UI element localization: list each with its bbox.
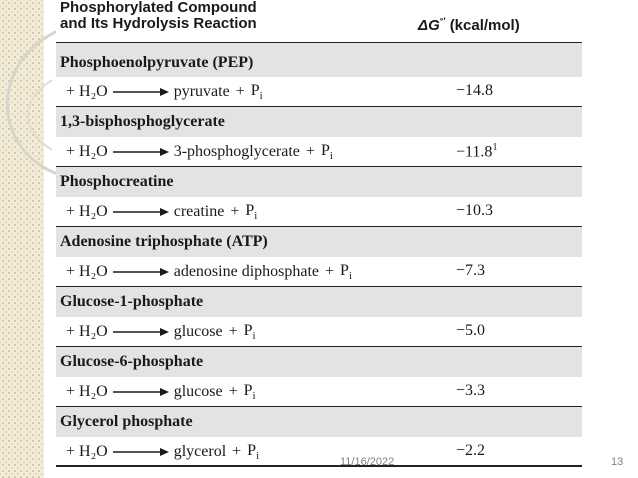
reactant: + H₂O — [66, 83, 108, 101]
delta-g-number: −10.3 — [456, 202, 494, 219]
pi-subscript: i — [259, 90, 263, 103]
arrow-icon — [112, 326, 170, 338]
reaction-row — [56, 197, 582, 227]
reactant: + H₂O — [66, 143, 108, 161]
delta-g-number: −11.8 — [456, 143, 493, 161]
plus-sign: + — [232, 443, 242, 461]
reaction-row — [56, 77, 582, 107]
reaction-row — [56, 257, 582, 287]
compound-name-row: Phosphoenolpyruvate (PEP) — [56, 43, 582, 77]
product: glycerol — [173, 443, 227, 461]
header-compound — [60, 0, 257, 32]
inorganic-phosphate — [244, 322, 256, 342]
compound-name-row: Adenosine triphosphate (ATP) — [56, 227, 582, 257]
reaction-row — [56, 437, 582, 467]
plus-sign: + — [228, 323, 238, 341]
pi-subscript: i — [348, 270, 353, 283]
arrow-icon — [112, 206, 170, 218]
delta-g-value — [456, 322, 485, 340]
delta-g-value — [456, 82, 493, 100]
plus-sign: + — [228, 383, 238, 401]
arrow-icon — [112, 446, 170, 458]
arrow-icon — [112, 86, 170, 98]
delta-g-value — [456, 382, 485, 400]
delta-g-number: −3.3 — [456, 382, 486, 399]
pi-letter: P — [243, 322, 253, 339]
pi-letter: P — [250, 82, 260, 99]
delta-g-superscript: °′ — [439, 16, 446, 26]
reaction-equation — [66, 202, 257, 222]
reactant: + H₂O — [66, 383, 108, 401]
footnote-marker: 1 — [492, 142, 498, 153]
delta-g-value — [456, 142, 497, 161]
compound-name-row: Glycerol phosphate — [56, 407, 582, 437]
inorganic-phosphate — [251, 82, 263, 102]
reaction-row — [56, 137, 582, 167]
product: glucose — [173, 323, 223, 341]
pi-letter: P — [340, 262, 349, 279]
pi-letter: P — [247, 442, 257, 459]
compound-name-row: 1,3-bisphosphoglycerate — [56, 107, 582, 137]
reactant: + H₂O — [66, 263, 108, 281]
pi-subscript: i — [252, 390, 256, 403]
slide-date: 11/16/2022 — [340, 456, 395, 468]
reactant: + H₂O — [66, 203, 108, 221]
arrow-icon — [112, 386, 170, 398]
inorganic-phosphate — [245, 202, 257, 222]
pi-letter: P — [245, 202, 255, 219]
product: glucose — [173, 383, 223, 401]
inorganic-phosphate — [340, 262, 352, 282]
header-line-1: Phosphorylated Compound — [60, 0, 257, 16]
pi-letter: P — [243, 382, 253, 399]
delta-g-number: −14.8 — [456, 82, 494, 99]
pi-letter: P — [320, 142, 330, 159]
plus-sign: + — [305, 143, 315, 161]
compound-name-row: Phosphocreatine — [56, 167, 582, 197]
table-body — [56, 43, 582, 467]
compound-name-row: Glucose-1-phosphate — [56, 287, 582, 317]
hydrolysis-table — [56, 0, 582, 467]
arrow-icon — [112, 266, 170, 278]
product: adenosine diphosphate — [173, 263, 320, 281]
inorganic-phosphate — [244, 382, 256, 402]
reaction-row — [56, 317, 582, 347]
product: creatine — [173, 203, 225, 221]
pi-subscript: i — [329, 150, 333, 163]
pi-subscript: i — [256, 450, 260, 463]
page-number: 13 — [611, 456, 624, 468]
delta-g-value — [456, 442, 485, 460]
plus-sign: + — [325, 263, 335, 281]
reaction-row — [56, 377, 582, 407]
inorganic-phosphate — [321, 142, 333, 162]
header-delta-g — [418, 16, 520, 34]
product: 3-phosphoglycerate — [173, 143, 300, 161]
pi-subscript: i — [254, 210, 258, 223]
plus-sign: + — [235, 83, 245, 101]
delta-g-symbol: ΔG — [418, 17, 440, 34]
compound-name-row: Glucose-6-phosphate — [56, 347, 582, 377]
delta-g-value — [456, 202, 493, 220]
reaction-equation — [66, 442, 259, 462]
delta-g-value — [456, 262, 485, 280]
reactant: + H₂O — [66, 443, 108, 461]
reactant: + H₂O — [66, 323, 108, 341]
plus-sign: + — [230, 203, 240, 221]
delta-g-number: −5.0 — [456, 322, 486, 339]
pi-subscript: i — [252, 330, 256, 343]
delta-g-number: −2.2 — [456, 442, 486, 459]
product: pyruvate — [173, 83, 230, 101]
arrow-icon — [112, 146, 170, 158]
delta-g-unit: (kcal/mol) — [449, 17, 520, 34]
reaction-equation — [66, 262, 352, 282]
inorganic-phosphate — [247, 442, 259, 462]
header-line-2: and Its Hydrolysis Reaction — [60, 15, 257, 32]
reaction-equation — [66, 142, 333, 162]
delta-g-number: −7.3 — [456, 262, 486, 279]
reaction-equation — [66, 382, 256, 402]
reaction-equation — [66, 322, 256, 342]
reaction-equation — [66, 82, 263, 102]
table-header — [56, 0, 582, 43]
decorative-side-pattern — [0, 0, 44, 478]
